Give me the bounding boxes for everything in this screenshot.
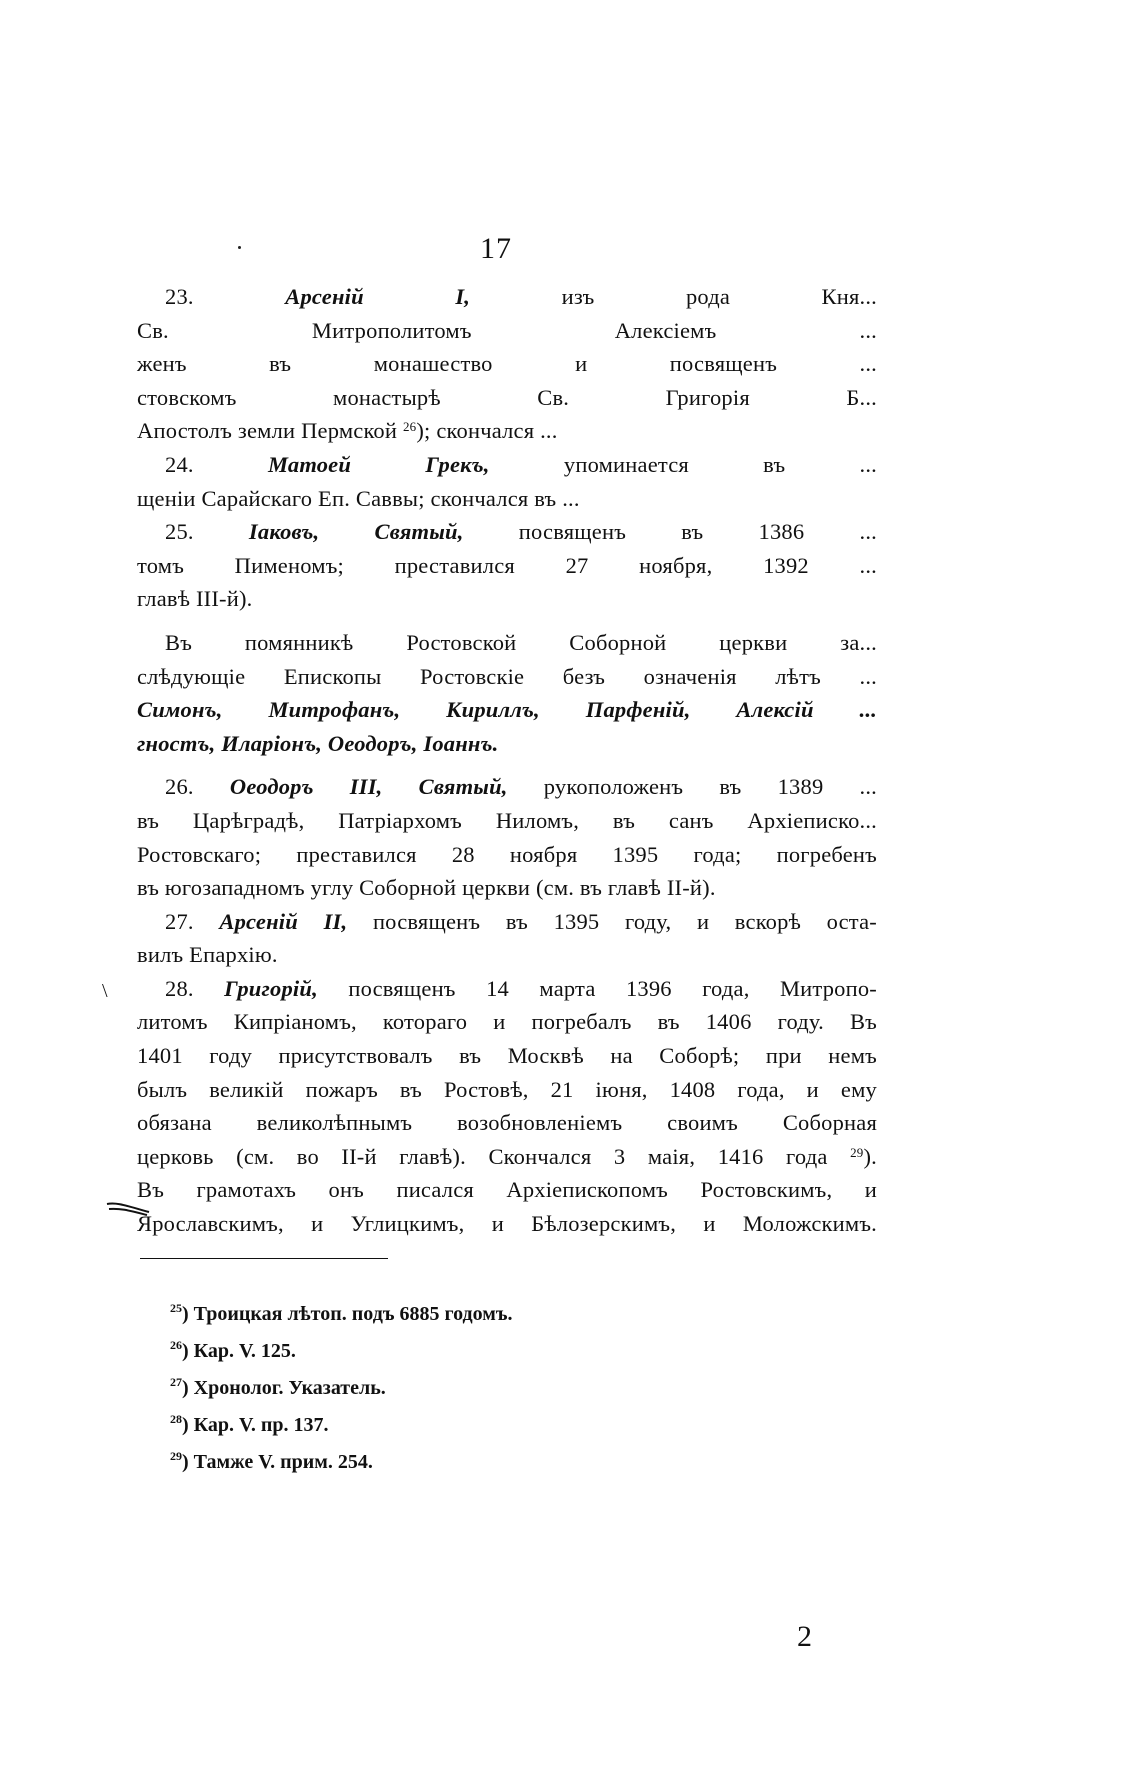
pomyannik-text-2: слѣдующiе Епископы Ростовскiе безъ означенiя лѣтъ ... — [137, 663, 877, 689]
bishop-name-kirill: Кириллъ, — [446, 697, 540, 723]
entry-26-text-1: рукоположенъ въ 1389 ... — [543, 774, 877, 800]
signature-mark: 2 — [797, 1620, 812, 1653]
footnote-27 — [170, 1364, 690, 1401]
footnote-marker: 26 — [170, 1338, 182, 1352]
entry-27-line-1 — [137, 905, 877, 939]
ink-speck — [238, 246, 241, 249]
entry-28-text-7: Въ грамотахъ онъ писался Архiепископомъ Ростовскимъ, и — [137, 1177, 877, 1203]
paragraph-gap — [137, 760, 877, 770]
entry-26-line-1 — [137, 770, 877, 804]
entry-25-text-3: главѣ III-й). — [137, 586, 253, 612]
entry-24-number: 24. — [165, 451, 194, 477]
pomyannik-text-1: Въ помянникѣ Ростовской Соборной церкви за... — [165, 629, 877, 655]
entry-28-line-8 — [137, 1207, 877, 1241]
footnote-ref-26: 26 — [402, 419, 417, 435]
bishop-name-ioann: Iоаннъ. — [423, 730, 499, 756]
bishop-name-simon: Симонъ, — [137, 697, 223, 723]
entry-23-text-3: женъ въ монашество и посвященъ ... — [137, 351, 877, 377]
page-number-top: 17 — [480, 232, 512, 265]
footnote-text: ) Тамже V. прим. 254. — [182, 1451, 373, 1473]
entry-27-text-1: посвященъ въ 1395 году, и вскорѣ оста- — [372, 908, 877, 934]
entry-23-line-5 — [137, 414, 877, 448]
entry-24-line-2 — [137, 482, 877, 516]
pomyannik-line-1 — [137, 626, 877, 660]
entry-28-text-5: обязана великолѣпнымъ возобновленiемъ своимъ Соборная — [137, 1110, 877, 1136]
footnote-marker: 27 — [170, 1375, 182, 1389]
main-text — [137, 280, 877, 1241]
entry-26-text-2: въ Царѣградѣ, Патрiархомъ Ниломъ, въ санъ Архiеписко... — [137, 807, 877, 833]
entry-24-text-1: упоминается въ ... — [563, 451, 877, 477]
pomyannik-line-3 — [137, 693, 877, 727]
entry-24-text-2: щенiи Сарайскаго Еп. Саввы; скончался въ ... — [137, 485, 580, 511]
entry-25-text-2: томъ Пименомъ; преставился 27 ноября, 1392 ... — [137, 552, 877, 578]
entry-23-name: Арсенiй I, — [285, 284, 471, 309]
entry-26-line-2 — [137, 804, 877, 838]
footnote-28 — [170, 1401, 690, 1438]
entry-26-text-3: Ростовскаго; преставился 28 ноября 1395 года; погребенъ — [137, 841, 877, 867]
footnotes — [170, 1290, 690, 1475]
bishop-name-ilarion: Иларiонъ, — [221, 730, 323, 756]
bishop-name-gnost: гностъ, — [137, 730, 216, 756]
footnote-rule — [140, 1258, 388, 1259]
entry-27-name: Арсенiй II, — [219, 908, 348, 934]
bishop-name-parfeniy: Парфенiй, — [585, 697, 691, 723]
bishop-name-feodor: Оеодоръ, — [327, 730, 418, 756]
entry-23-text-1: изъ рода Кня... — [561, 284, 878, 309]
footnote-text: ) Хронолог. Указатель. — [182, 1377, 386, 1399]
entry-28-line-2 — [137, 1005, 877, 1039]
entry-27-text-2: вилъ Епархiю. — [137, 942, 278, 968]
paragraph-gap — [137, 616, 877, 626]
footnote-marker: 29 — [170, 1449, 182, 1463]
footnote-marker: 28 — [170, 1412, 182, 1426]
footnote-text: ) Троицкая лѣтоп. подъ 6885 годомъ. — [182, 1303, 513, 1325]
footnote-text: ) Кар. V. пр. 137. — [182, 1414, 329, 1436]
bishop-name-aleksiy: Алексiй ... — [736, 697, 878, 723]
entry-25-line-2 — [137, 549, 877, 583]
entry-28-line-4 — [137, 1073, 877, 1107]
entry-25-line-3 — [137, 582, 877, 616]
entry-25-line-1 — [137, 515, 877, 549]
entry-23-number: 23. — [165, 284, 194, 309]
footnote-26 — [170, 1327, 690, 1364]
entry-25-name: Iаковъ, Святый, — [248, 519, 464, 545]
footnote-25 — [170, 1290, 690, 1327]
entry-26-line-3 — [137, 838, 877, 872]
margin-mark: \ — [102, 980, 108, 1002]
entry-28-number: 28. — [165, 975, 194, 1001]
entry-23-line-4 — [137, 381, 877, 415]
pen-stroke-mark — [105, 1200, 151, 1218]
entry-25-text-1: посвященъ въ 1386 ... — [518, 519, 877, 545]
entry-26-line-4 — [137, 871, 877, 905]
footnote-marker: 25 — [170, 1301, 182, 1315]
entry-28-text-6a: церковь (см. во II-й главѣ). Скончался 3 маiя, 1416 года — [137, 1143, 828, 1169]
entry-28-text-2: литомъ Кипрiаномъ, котораго и погребалъ въ 1406 году. Въ — [137, 1009, 877, 1035]
entry-27-line-2 — [137, 938, 877, 972]
entry-27-number: 27. — [165, 908, 194, 934]
entry-28-name: Григорiй, — [224, 975, 318, 1001]
entry-28-line-6 — [137, 1140, 877, 1174]
pomyannik-line-4 — [137, 727, 877, 761]
entry-28-text-1: посвященъ 14 марта 1396 года, Митропо- — [348, 975, 877, 1001]
entry-23-line-2 — [137, 314, 877, 348]
entry-23-text-5a: Апостолъ земли Пермской — [137, 418, 398, 444]
entry-26-name: Оеодоръ III, Святый, — [229, 774, 508, 800]
entry-28-line-3 — [137, 1039, 877, 1073]
entry-28-text-4: былъ великiй пожаръ въ Ростовѣ, 21 iюня, 1408 года, и ему — [137, 1076, 877, 1102]
footnote-ref-29: 29 — [850, 1144, 864, 1160]
entry-28-text-6b: ). — [863, 1143, 877, 1169]
entry-28-text-8: Ярославскимъ, и Углицкимъ, и Бѣлозерскимъ, и Моложскимъ. — [137, 1211, 877, 1237]
entry-23-line-3 — [137, 347, 877, 381]
pomyannik-line-2 — [137, 660, 877, 694]
entry-26-number: 26. — [165, 774, 194, 800]
footnote-text: ) Кар. V. 125. — [182, 1340, 296, 1362]
entry-28-line-1 — [137, 972, 877, 1006]
entry-24-name: Матоей Грекъ, — [267, 451, 490, 477]
entry-28-line-5 — [137, 1106, 877, 1140]
entry-24-line-1 — [137, 448, 877, 482]
entry-23-line-1 — [137, 280, 877, 314]
footnote-29 — [170, 1438, 690, 1475]
entry-28-line-7 — [137, 1173, 877, 1207]
entry-28-text-3: 1401 году присутствовалъ въ Москвѣ на Соборѣ; при немъ — [137, 1043, 877, 1069]
entry-23-text-5b: ); скончался ... — [416, 418, 558, 444]
entry-23-text-4: стовскомъ монастырѣ Св. Григорiя Б... — [137, 384, 877, 410]
entry-23-text-2: Св. Митрополитомъ Алексiемъ ... — [137, 317, 877, 343]
bishop-name-mitrofan: Митрофанъ, — [268, 697, 401, 723]
entry-25-number: 25. — [165, 519, 194, 545]
entry-26-text-4: въ югозападномъ углу Соборной церкви (см. въ главѣ II-й). — [137, 875, 716, 901]
